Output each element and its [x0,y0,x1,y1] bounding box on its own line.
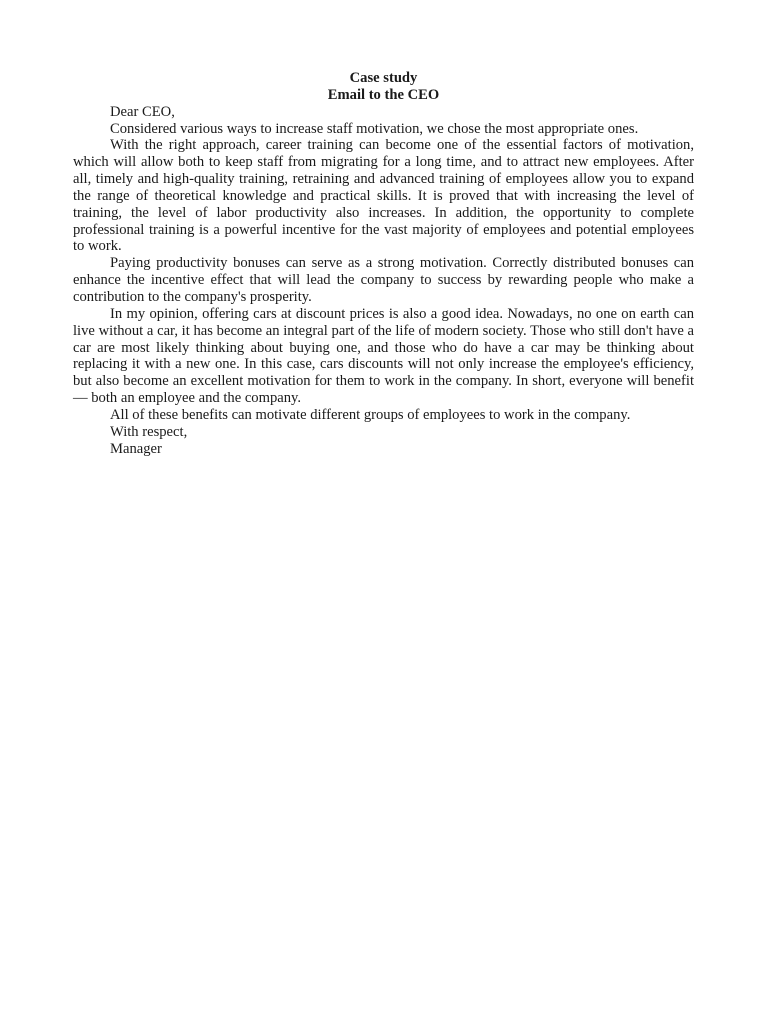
paragraph-car-discounts: In my opinion, offering cars at discount prices is also a good idea. Nowadays, no one on earth can live without a car, it has become an integral part of the life of modern society. Those who still don't have a car are most likely thinking about buying one, and those who do have a car may be thinking about replacing it with a new one. In this case, cars discounts will not only increase the employee's efficiency, but also become an excellent motivation for them to work in the company. In short, everyone will benefit — both an employee and the company. [73,305,694,407]
document-subtitle: Email to the CEO [327,86,440,103]
signature: Manager [110,440,162,457]
paragraph-training: With the right approach, career training can become one of the essential factors of motivation, which will allow both to keep staff from migrating for a long time, and to attract new employees. After all, timely and high-quality training, retraining and advanced training of employees allow you to expand the range of theoretical knowledge and practical skills. It is proved that with increasing the level of training, the level of labor productivity also increases. In addition, the opportunity to complete professional training is a powerful incentive for the vast majority of employees and potential employees to work. [73,137,694,255]
document-page [73,68,694,457]
greeting: Dear CEO, [110,103,175,120]
paragraph-intro: Considered various ways to increase staff motivation, we chose the most appropriate ones. [110,120,639,137]
paragraph-bonuses: Paying productivity bonuses can serve as a strong motivation. Correctly distributed bonuses can enhance the incentive effect that will lead the company to success by rewarding people who make a contribution to the company's prosperity. [73,255,694,305]
paragraph-summary: All of these benefits can motivate different groups of employees to work in the company. [110,406,631,423]
closing: With respect, [110,423,188,440]
document-title: Case study [349,70,418,86]
